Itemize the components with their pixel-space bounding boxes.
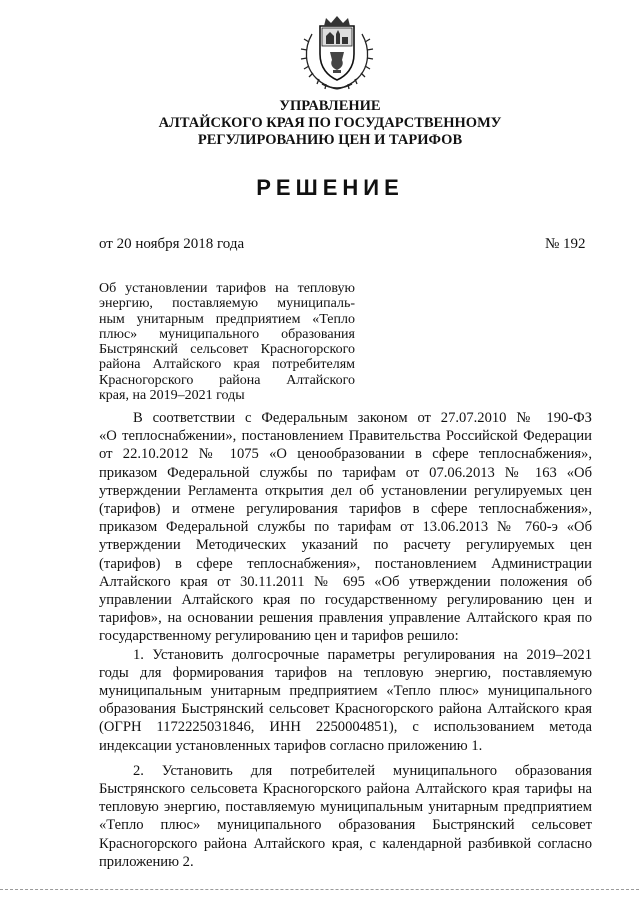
- body-line: В соответствии с Федеральным законом от 27.07.2010 № 190-ФЗ: [133, 410, 592, 426]
- body-line: приложению 2.: [99, 853, 194, 870]
- org-line-1: УПРАВЛЕНИЕ: [279, 98, 381, 114]
- altai-krai-coat-of-arms-icon: [300, 14, 374, 94]
- body-line: годы для формирования тарифов на тепловую энергию, поставляемую: [99, 664, 592, 681]
- document-body: [99, 409, 592, 871]
- body-line: Красногорского района Алтайского края, с календарной разбивкой согласно: [99, 835, 592, 852]
- body-line: от 22.10.2012 № 1075 «О ценообразовании в сфере теплоснабжения»,: [99, 446, 592, 463]
- subject-line: ным унитарным предприятием «Тепло: [99, 311, 355, 327]
- body-line: «Тепло плюс» муниципального образования Быстрянский сельсовет: [99, 817, 592, 834]
- body-line: приказом Федеральной службы по тарифам от 13.06.2013 № 760-э «Об: [99, 519, 592, 536]
- body-line: муниципальным унитарным предприятием «Тепло плюс» муниципального: [99, 683, 592, 700]
- document-type-title: РЕШЕНИЕ: [256, 175, 404, 200]
- body-line: Алтайского края от 30.11.2011 № 695 «Об утверждении положения об: [99, 573, 592, 590]
- scan-edge-divider: [0, 889, 639, 890]
- body-line: 2. Установить для потребителей муниципального образования: [133, 762, 592, 779]
- document-date: от 20 ноября 2018 года: [99, 236, 245, 252]
- body-line: утверждении Регламента открытия дел об установлении регулируемых цен: [99, 482, 592, 499]
- body-line: тарифов», на основании решения правления управление Алтайского края по: [99, 610, 592, 627]
- document-subject: [99, 281, 355, 403]
- body-line: (тарифов) в сфере теплоснабжения», постановлением Администрации: [99, 555, 592, 572]
- subject-line: энергию, поставляемую муниципаль-: [99, 296, 355, 312]
- org-line-2: АЛТАЙСКОГО КРАЯ ПО ГОСУДАРСТВЕННОМУ: [158, 115, 502, 131]
- body-line: государственному регулированию цен и тарифов решило:: [99, 628, 459, 645]
- subject-line: плюс» муниципального образования: [99, 326, 355, 342]
- body-line: образования Быстрянский сельсовет Красногорского района Алтайского края: [99, 701, 592, 718]
- subject-line: края, на 2019–2021 годы: [99, 388, 245, 404]
- subject-line: Красногорского района Алтайского: [99, 372, 355, 388]
- document-number: № 192: [545, 236, 586, 252]
- body-line: индексации установленных тарифов согласно приложению 1.: [99, 737, 483, 754]
- body-line: Быстрянского сельсовета Красногорского района Алтайского края тарифы на: [99, 781, 592, 798]
- body-line: 1. Установить долгосрочные параметры регулирования на 2019–2021: [133, 646, 592, 663]
- org-line-3: РЕГУЛИРОВАНИЮ ЦЕН И ТАРИФОВ: [197, 132, 463, 148]
- body-line: приказом Федеральной службы по тарифам от 07.06.2013 № 163 «Об: [99, 464, 592, 481]
- paragraph-gap: [99, 755, 592, 762]
- body-line: (тарифов) и отмене регулирования тарифов в сфере теплоснабжения»,: [99, 501, 592, 518]
- body-line: «О теплоснабжении», постановлением Правительства Российской Федерации: [99, 428, 592, 445]
- subject-line: Быстрянский сельсовет Красногорского: [99, 342, 355, 358]
- body-line: управлении Алтайского края по государственному регулированию цен и: [99, 592, 592, 609]
- body-line: (ОГРН 1172225031846, ИНН 2250004851), с использованием метода: [99, 719, 592, 736]
- organization-name: [150, 98, 510, 149]
- body-line: утверждении Методических указаний по расчету регулируемых цен: [99, 537, 592, 554]
- body-line: тепловую энергию, поставляемую муниципальным унитарным предприятием: [99, 799, 592, 816]
- subject-line: района Алтайского края потребителям: [99, 357, 355, 373]
- subject-line: Об установлении тарифов на тепловую: [99, 281, 355, 296]
